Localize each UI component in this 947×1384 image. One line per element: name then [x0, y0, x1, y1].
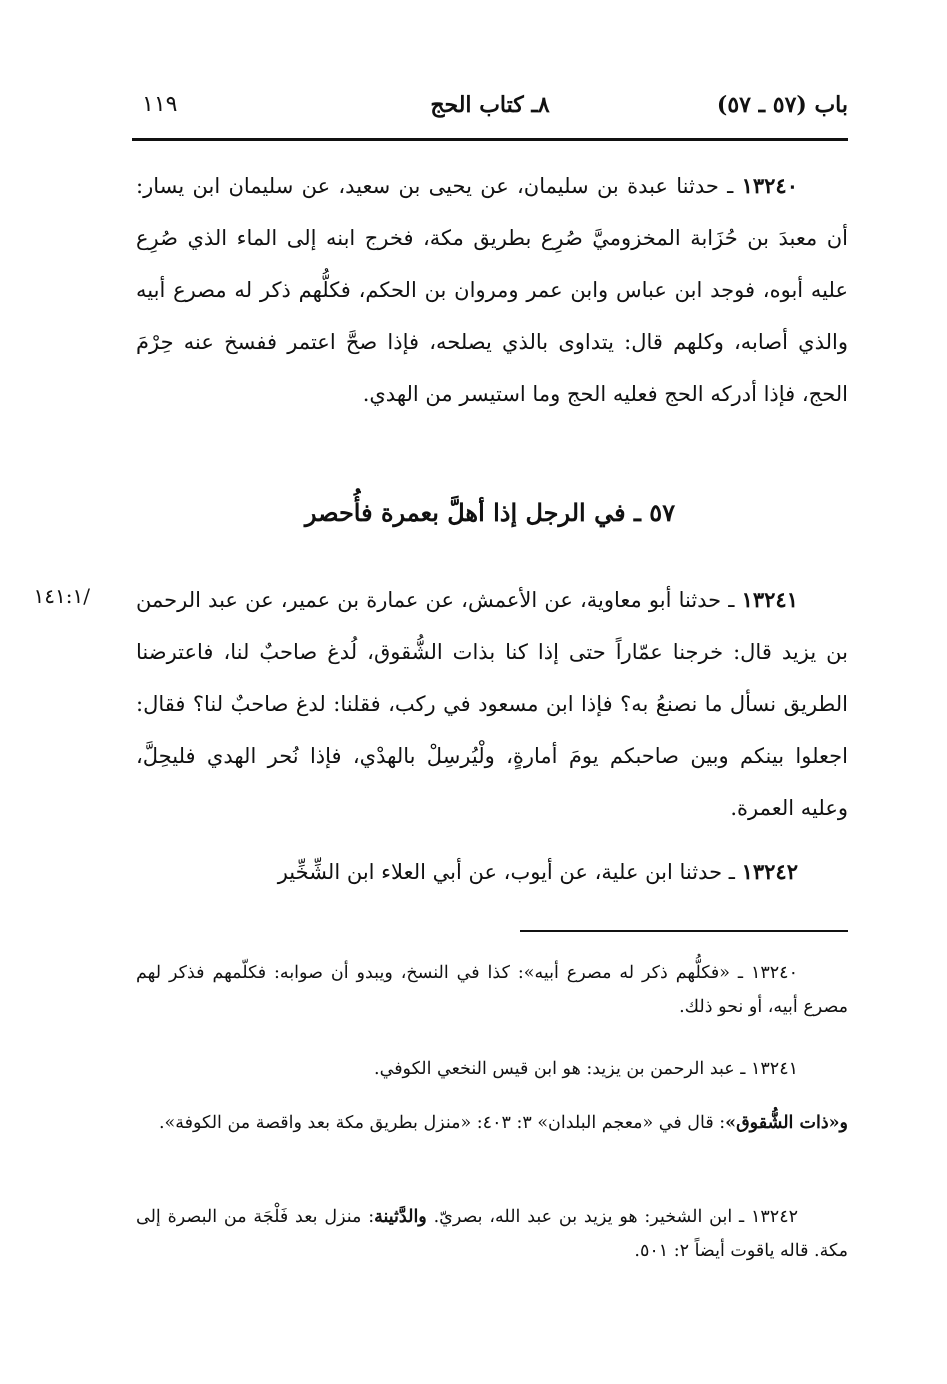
header-rule [132, 138, 848, 141]
paragraph-13242 [136, 846, 848, 898]
footnote-rule [520, 930, 848, 932]
paragraph-13241 [136, 574, 848, 834]
hadith-text: ـ حدثنا ابن علية، عن أيوب، عن أبي العلاء ابن الشِّخِّير [277, 860, 735, 884]
book-title: ٨ـ كتاب الحج [430, 92, 550, 118]
footnote-text: ـ ابن الشخير: هو يزيد بن عبد الله، بصريّ. [433, 1207, 745, 1227]
footnote-13240 [136, 956, 848, 1024]
paragraph-13240 [136, 160, 848, 420]
section-title: ٥٧ ـ في الرجل إذا أهلَّ بعمرة فأُحصر [304, 498, 676, 527]
page-header [132, 84, 848, 128]
footnote-text: ـ «فكلُّهم ذكر له مصرع أبيه»: كذا في النسخ، ويبدو أن صوابه: فكلّمهم فذكر لهم مصرع أبيه، أو نحو ذلك. [136, 963, 848, 1017]
footnote-text: : قال في «معجم البلدان» ٣: ٤٠٣: «منزل بطريق مكة بعد واقصة من الكوفة». [158, 1113, 726, 1133]
chapter-heading: باب (٥٧ ـ ٥٧) [716, 92, 848, 118]
hadith-number: ١٣٢٤٠ [741, 173, 798, 198]
footnote-lead: و«ذات الشُّقوق» [725, 1113, 848, 1133]
footnote-lead: والدَّثينة [374, 1207, 427, 1227]
hadith-number: ١٣٢٤٢ [741, 859, 798, 884]
hadith-number: ١٣٢٤١ [741, 587, 798, 612]
hadith-text: ـ حدثنا أبو معاوية، عن الأعمش، عن عمارة بن عمير، عن عبد الرحمن بن يزيد قال: خرجنا عمّاراً حتى إذا كنا بذات الشُّقوق، لُدغ صاحبٌ لنا، فاعترضنا الطريق نسأل ما نصنعُ به؟ فإذا ابن مسعود في ركب، فقلنا: لدغ صاحبٌ لنا؟ فقال: اجعلوا بينكم وبين صاحبكم يومَ أمارةٍ، ولْيُرسِلْ بالهدْي، فإذا نُحر الهدي فليحِلَّ، وعليه العمرة. [136, 588, 849, 820]
footnote-text: : منزل بعد فَلْجَة من البصرة إلى مكة. قاله ياقوت أيضاً ٢: ٥٠١. [136, 1207, 848, 1261]
footnote-text: ـ عبد الرحمن بن يزيد: هو ابن قيس النخعي الكوفي. [374, 1059, 746, 1079]
margin-reference: ١٤١:١/ [33, 584, 90, 608]
footnote-number: ١٣٢٤١ [751, 1059, 798, 1079]
hadith-text: ـ حدثنا عبدة بن سليمان، عن يحيى بن سعيد، عن سليمان ابن يسار: أن معبدَ بن حُزَابة المخزوميَّ صُرِع بطريق مكة، فخرج ابنه إلى الماء الذي صُرِع عليه أبوه، فوجد ابن عباس وابن عمر ومروان بن الحكم، فكلُّهم ذكر له مصرع أبيه والذي أصابه، وكلهم قال: يتداوى بالذي يصلحه، فإذا صحَّ اعتمر ففسخ عنه حِرْمَ الحج، فإذا أدركه الحج فعليه الحج وما استيسر من الهدي. [136, 174, 848, 406]
footnote-dhat-al-shuquq [136, 1106, 848, 1140]
footnote-number: ١٣٢٤٠ [750, 963, 798, 983]
page-number: ١١٩ [142, 92, 178, 117]
footnote-number: ١٣٢٤٢ [751, 1207, 798, 1227]
footnote-13241 [136, 1052, 848, 1086]
footnote-13242 [136, 1200, 848, 1268]
